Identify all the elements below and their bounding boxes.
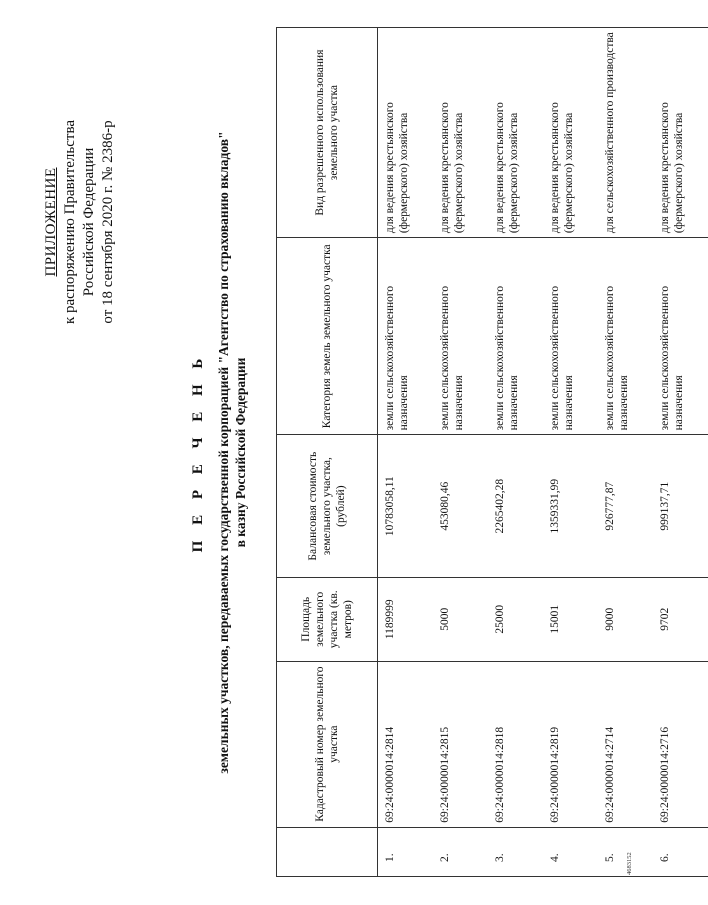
balance-cost: 10783058,11	[378, 435, 434, 578]
appendix-block	[42, 62, 118, 382]
plot-area: 9000	[598, 577, 653, 661]
table-row	[378, 28, 434, 877]
land-category: земли сельскохозяйственного назначения	[488, 238, 543, 435]
table-row	[653, 28, 708, 877]
header-cell: Категория земель земельного участка	[277, 238, 378, 435]
cadastral-number: 69:24:0000014:2818	[488, 661, 543, 827]
balance-cost: 999137,71	[653, 435, 708, 578]
row-number: 6.	[653, 827, 708, 876]
plot-area: 1189999	[378, 577, 434, 661]
cadastral-number: 69:24:0000014:2714	[598, 661, 653, 827]
header-cell: Вид разрешенного использования земельного участка	[277, 28, 378, 238]
table-row	[598, 28, 653, 877]
permitted-use: для ведения крестьянского (фермерского) хозяйства	[653, 28, 708, 238]
balance-cost: 926777,87	[598, 435, 653, 578]
land-category: земли сельскохозяйственного назначения	[653, 238, 708, 435]
row-number: 1.	[378, 827, 434, 876]
header-cell: Кадастровый номер земельного участка	[277, 661, 378, 827]
row-number: 4.	[543, 827, 598, 876]
plot-area: 9702	[653, 577, 708, 661]
plot-area: 15001	[543, 577, 598, 661]
permitted-use: для ведения крестьянского (фермерского) хозяйства	[543, 28, 598, 238]
header-number-cell	[277, 827, 378, 876]
appendix-line: Российской Федерации	[81, 147, 97, 297]
document-heading	[190, 40, 249, 865]
appendix-date-number: от 18 сентября 2020 г. № 2386-р	[100, 120, 116, 324]
table-row	[543, 28, 598, 877]
cadastral-number: 69:24:0000014:2819	[543, 661, 598, 827]
row-number: 3.	[488, 827, 543, 876]
cadastral-number: 69:24:0000014:2814	[378, 661, 434, 827]
land-category: земли сельскохозяйственного назначения	[433, 238, 488, 435]
document-subtitle: земельных участков, передаваемых государственной корпорацией "Агентство по страхованию вкладов"	[216, 131, 231, 774]
table-row	[488, 28, 543, 877]
appendix-title: ПРИЛОЖЕНИЕ	[43, 167, 59, 277]
land-plots-table	[276, 27, 708, 877]
permitted-use: для ведения крестьянского (фермерского) хозяйства	[378, 28, 434, 238]
document-code: 4683152	[626, 852, 633, 875]
balance-cost: 2265402,28	[488, 435, 543, 578]
permitted-use: для сельскохозяйственного производства	[598, 28, 653, 238]
land-category: земли сельскохозяйственного назначения	[543, 238, 598, 435]
document-subtitle: в казну Российской Федерации	[233, 357, 248, 548]
header-cell: Балансовая стоимость земельного участка, (рублей)	[277, 435, 378, 578]
table-header-row	[277, 28, 378, 877]
cadastral-number: 69:24:0000014:2815	[433, 661, 488, 827]
land-category: земли сельскохозяйственного назначения	[598, 238, 653, 435]
plot-area: 5000	[433, 577, 488, 661]
row-number: 2.	[433, 827, 488, 876]
document-title: П Е Р Е Ч Е Н Ь	[190, 352, 206, 553]
permitted-use: для ведения крестьянского (фермерского) хозяйства	[488, 28, 543, 238]
land-category: земли сельскохозяйственного назначения	[378, 238, 434, 435]
plot-area: 25000	[488, 577, 543, 661]
balance-cost: 453080,46	[433, 435, 488, 578]
header-cell: Площадь земельного участка (кв. метров)	[277, 577, 378, 661]
row-number: 5.	[598, 827, 653, 876]
table-row	[433, 28, 488, 877]
cadastral-number: 69:24:0000014:2716	[653, 661, 708, 827]
balance-cost: 1359331,99	[543, 435, 598, 578]
permitted-use: для ведения крестьянского (фермерского) хозяйства	[433, 28, 488, 238]
appendix-line: к распоряжению Правительства	[62, 120, 78, 325]
